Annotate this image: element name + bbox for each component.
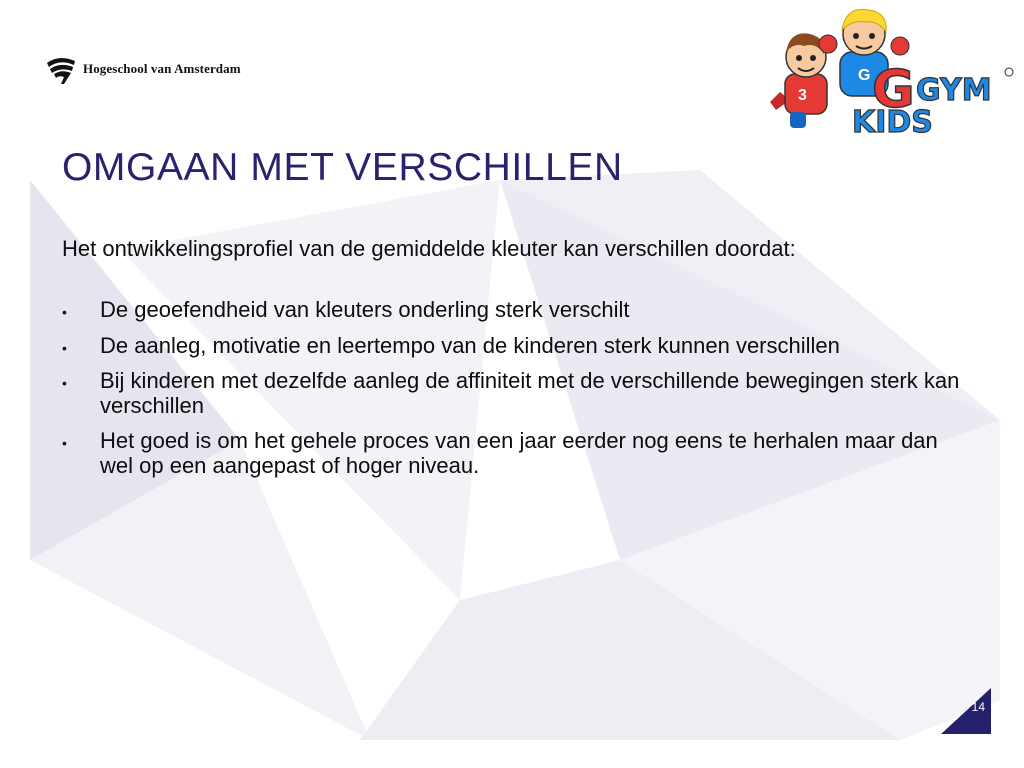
bullet-item [62,369,962,418]
svg-text:GYM: GYM [916,73,992,108]
bullet-symbol: • [62,435,67,451]
bullet-symbol: • [62,339,67,356]
bullet-text: De aanleg, motivatie en leertempo van de kinderen sterk kunnen verschillen [100,332,840,358]
slide-content [62,236,962,489]
page-number: 14 [971,700,985,714]
bullet-text: Het goed is om het gehele proces van een jaar eerder nog eens te herhalen maar dan wel op een aangepast of hoger niveau. [100,428,938,478]
hva-emblem-icon [44,53,78,85]
svg-text:G: G [872,60,915,120]
bullet-symbol: • [62,375,67,391]
bullet-list [62,298,962,478]
bullet-item [62,334,962,359]
svg-text:G: G [858,67,871,84]
bullet-item [62,298,962,323]
page-number-badge [941,688,991,734]
bullet-symbol: • [62,304,67,320]
intro-text: Het ontwikkelingsprofiel van de gemiddelde kleuter kan verschillen doordat: [62,236,796,261]
svg-text:KIDS: KIDS [852,105,933,138]
hva-logo-text: Hogeschool van Amsterdam [83,61,241,76]
bullet-text: Bij kinderen met dezelfde aanleg de affiniteit met de verschillende bewegingen sterk kan verschillen [100,368,960,418]
slide-title: OMGAAN MET VERSCHILLEN [62,146,623,189]
bullet-text: De geoefendheid van kleuters onderling sterk verschilt [100,297,630,322]
gymkids-kid-left-icon [770,33,827,128]
bullet-item [62,429,962,478]
gymkids-logo [760,2,1018,138]
hva-logo [44,52,241,86]
gymkids-wordmark [852,60,1013,138]
svg-text:3: 3 [798,87,807,104]
